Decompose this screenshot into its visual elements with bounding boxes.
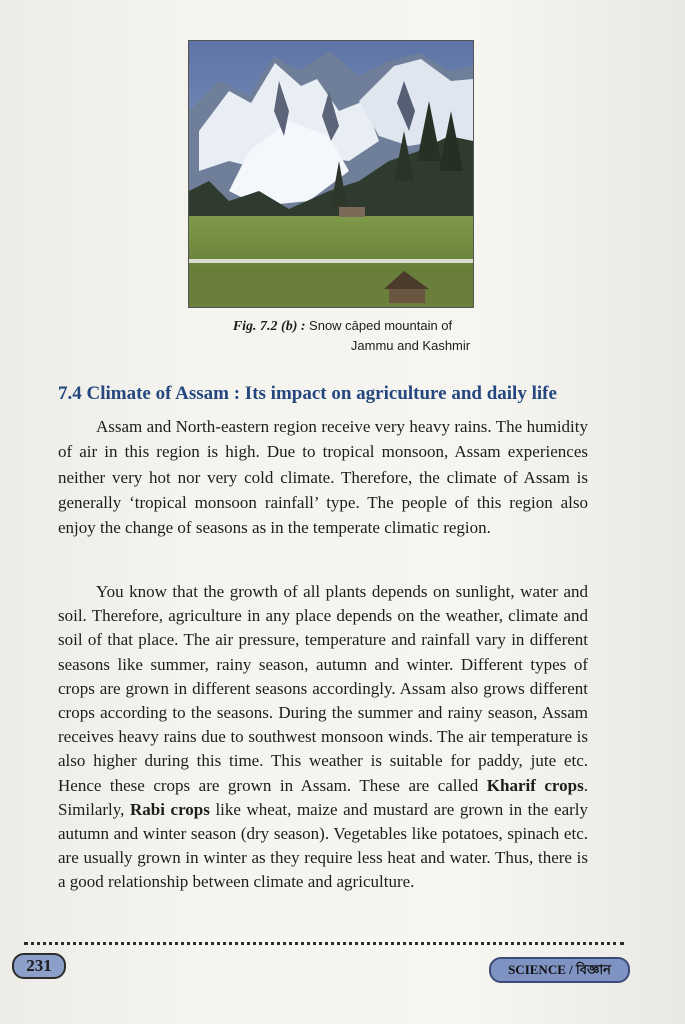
figure-caption-text-1: Snow cāped mountain of — [309, 318, 453, 333]
term-kharif: Kharif crops — [486, 775, 584, 795]
term-rabi: Rabi crops — [130, 799, 210, 819]
page-number: 231 — [12, 953, 66, 979]
paragraph-2 — [58, 580, 588, 895]
paragraph-2-part-1: You know that the growth of all plants depends on sunlight, water and soil. Therefore, agriculture in any place depends on the weather, climate and soil of that place. The air pressure, temperature and rainfall vary in different seasons like summer, rainy season, autumn and winter. Different types of crops are grown in different seasons accordingly. Assam also grows different crops according to the seasons. During the summer and rainy season, Assam receives heavy rains due to southwest monsoon winds. The air temperature is also higher during this time. This weather is suitable for paddy, jute etc. Hence these crops are grown in Assam. These are called — [58, 582, 588, 795]
mountain-photo — [188, 40, 474, 308]
paragraph-2-part-3: like wheat, maize and mustard are grown in the early autumn and winter season (dry season). Vegetables like potatoes, spinach etc. are usually grown in winter as they require less heat and water. Thus, there is a good relationship between climate and agriculture. — [58, 799, 588, 892]
paragraph-2-part-2: . Similarly, — [58, 775, 588, 819]
footer-divider — [24, 936, 624, 945]
subject-tab: SCIENCE / বিজ্ঞান — [489, 957, 630, 983]
mountain-illustration — [189, 41, 473, 307]
paragraph-1: Assam and North-eastern region receive very heavy rains. The humidity of air in this region is high. Due to tropical monsoon, Assam experiences neither very hot nor very cold climate. Therefore, the climate of Assam is generally ‘tropical monsoon rainfall’ type. The people of this region also enjoy the change of seasons as in the temperate climatic region. — [58, 417, 588, 538]
section-heading: 7.4 Climate of Assam : Its impact on agriculture and daily life — [58, 383, 557, 404]
figure-caption-line-2: Jammu and Kashmir — [350, 338, 471, 353]
figure-label: Fig. 7.2 (b) : — [232, 319, 306, 334]
figure-caption-line-1 — [0, 316, 685, 337]
